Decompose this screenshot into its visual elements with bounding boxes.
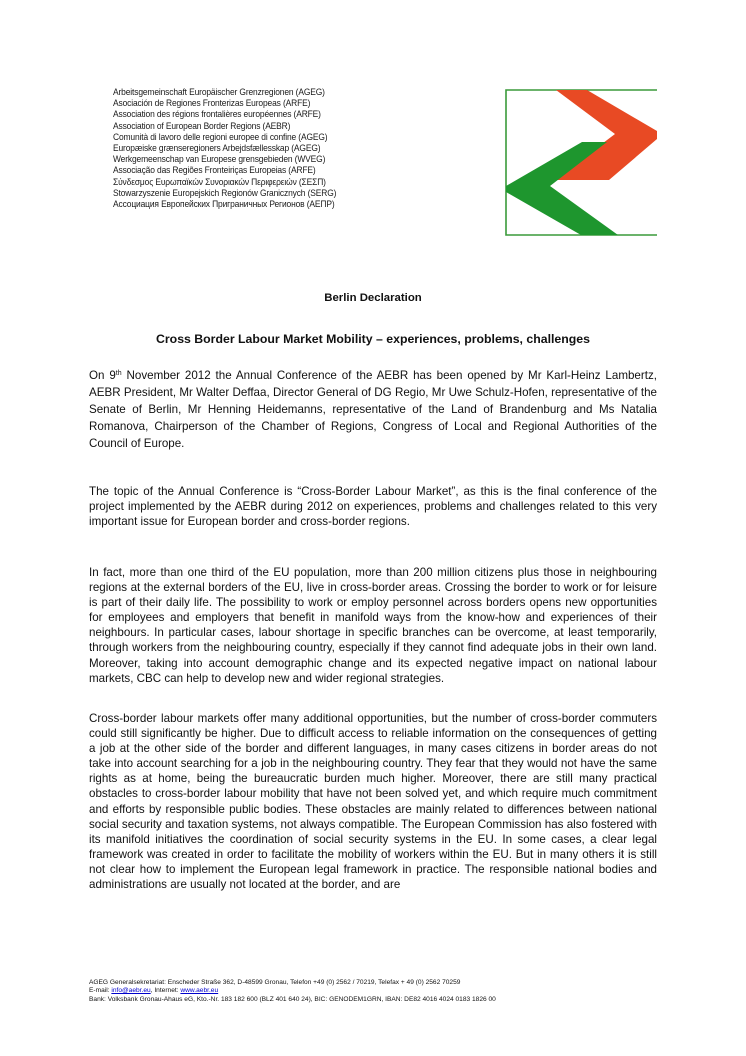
- footer-contact: [89, 987, 496, 995]
- org-name: Association of European Border Regions (AEBR): [113, 119, 291, 131]
- document-subtitle: Cross Border Labour Market Mobility – experiences, problems, challenges: [156, 332, 590, 346]
- org-name: Stowarzyszenie Europejskich Regionów Granicznych (SERG): [113, 186, 337, 198]
- org-name: Σύνδεσμος Ευρωπαϊκών Συνοριακών Περιφερειών (ΣΕΣΠ): [113, 175, 326, 187]
- org-name: Ассоциация Европейских Приграничных Регионов (АЕПР): [113, 198, 335, 210]
- email-label: E-mail:: [89, 987, 112, 995]
- org-name: Association des régions frontalières européennes (ARFE): [113, 108, 321, 120]
- org-name: Associação das Regiões Fronteiriças Europeias (ARFE): [113, 164, 316, 176]
- page-footer: [89, 979, 496, 1004]
- org-name: Europæiske grænseregioners Arbejdsfællesskap (AGEG): [113, 142, 321, 154]
- org-name: Asociación de Regiones Fronterizas Europeas (ARFE): [113, 97, 311, 109]
- paragraph-obstacles: Cross-border labour markets offer many additional opportunities, but the number of cross-border commuters could still significantly be higher. Due to difficult access to reliable information on the consequences of getting a job at the other side of the border and different languages, in many cases citizens in border areas do not take into account searching for a job in the neighbouring country. They fear that they would not have the same rights as at home, being the bureaucratic burden much higher. Moreover, there are still many practical obstacles to cross-border labour mobility that have not been solved yet, and which require much commitment and efforts by responsible public bodies. These obstacles are mainly related to differences between national social security and taxation systems, not always compatible. The European Commission has also fostered with its manifold initiatives the coordination of social security systems in the EU. In some cases, a clear legal framework was created in order to facilitate the mobility of workers within the EU. But in many others it is still not clear how to implement the European legal framework in practice. The responsible national bodies and administrations are usually not located at the border, and are: [89, 712, 657, 892]
- email-link[interactable]: info@aebr.eu: [111, 987, 151, 995]
- paragraph-text: On 9: [89, 369, 116, 382]
- org-name: Comunità di lavoro delle regioni europee di confine (AGEG): [113, 130, 328, 142]
- organisation-names-list: [113, 86, 336, 209]
- footer-bank-details: Bank: Volksbank Gronau-Ahaus eG, Kto.-Nr. 183 182 600 (BLZ 401 640 24), BIC: GENODEM1GRN, IBAN: DE82 4016 4024 0183 1826 00: [89, 995, 496, 1003]
- website-link[interactable]: www.aebr.eu: [180, 987, 219, 995]
- paragraph-topic: The topic of the Annual Conference is “Cross-Border Labour Market”, as this is the final conference of the project implemented by the AEBR during 2012 on experiences, problems and challenges related to this very important issue for European border and cross-border regions.: [89, 485, 657, 529]
- org-name: Arbeitsgemeinschaft Europäischer Grenzregionen (AGEG): [113, 86, 325, 97]
- paragraph-opening: [89, 367, 657, 452]
- document-title: Berlin Declaration: [324, 292, 422, 304]
- aebr-arrows-logo-icon: [505, 89, 657, 236]
- internet-label: , Internet:: [150, 987, 181, 995]
- paragraph-text: November 2012 the Annual Conference of the AEBR has been opened by Mr Karl-Heinz Lambertz, AEBR President, Mr Walter Deffaa, Director General of DG Regio, Mr Uwe Schulz-Hofen, representative of the Senate of Berlin, Mr Henning Heidemanns, representative of the Land of Brandenburg and Ms Natalia Romanova, Chairperson of the Chamber of Regions, Congress of Local and Regional Authorities of the Council of Europe.: [89, 369, 657, 450]
- footer-address: AGEG Generalsekretariat: Enscheder Straße 362, D-48599 Gronau, Telefon +49 (0) 2562 / 70219, Telefax + 49 (0) 2562 70259: [89, 979, 461, 986]
- paragraph-border-areas: In fact, more than one third of the EU population, more than 200 million citizens plus those in neighbouring regions at the external borders of the EU, live in cross-border areas. Crossing the border to work or for leisure is part of their daily life. The possibility to work or employ personnel across borders opens new opportunities for employees and employers that benefit in manifold ways from the know-how and experiences of their neighbours. In particular cases, labour shortage in specific branches can be overcome, at least temporarily, through workers from the neighbouring country, especially if they cannot find adequate jobs in their own land. Moreover, taking into account demographic change and its expected negative impact on national labour markets, CBC can help to develop new and wider regional strategies.: [89, 566, 657, 685]
- org-name: Werkgemeenschap van Europese grensgebieden (WVEG): [113, 153, 326, 165]
- ordinal-superscript: th: [115, 370, 122, 377]
